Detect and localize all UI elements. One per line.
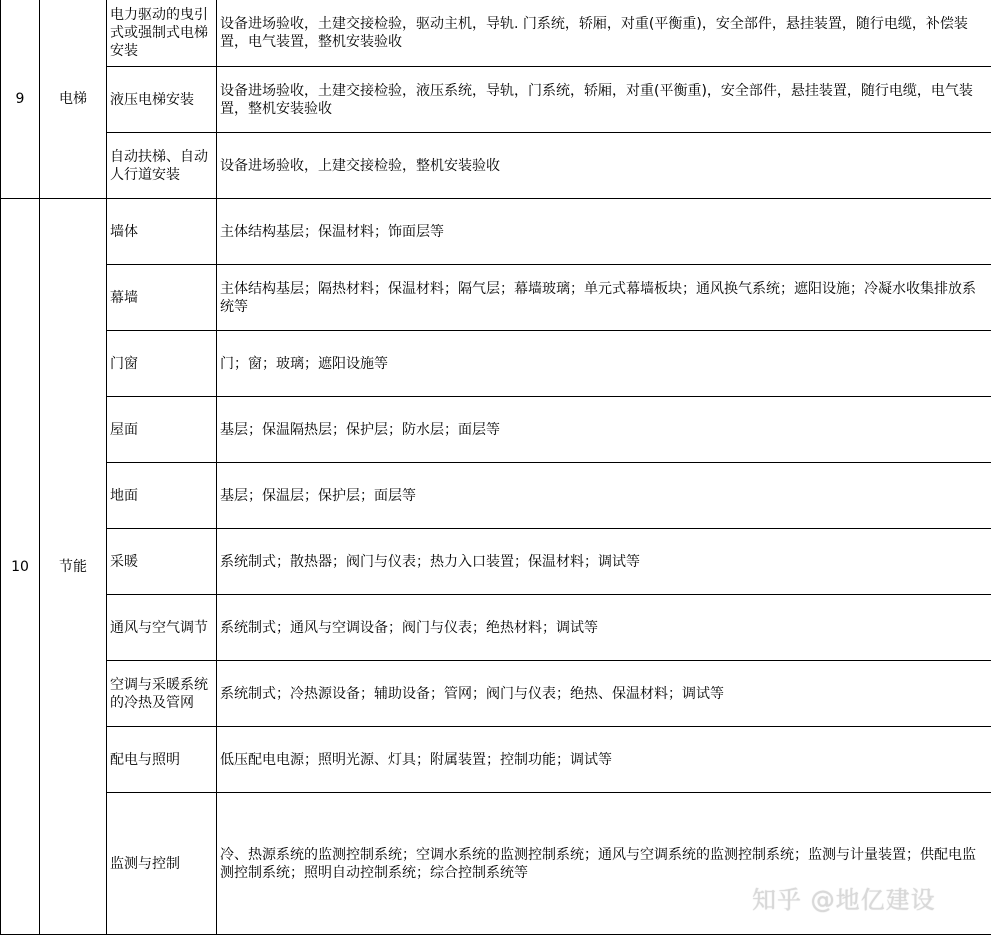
sub-item-name: 电力驱动的曳引式或强制式电梯安装 xyxy=(107,0,217,67)
sub-item-detail: 基层；保温隔热层；保护层；防水层；面层等 xyxy=(217,397,991,463)
watermark: 知乎 @地亿建设 xyxy=(752,886,936,914)
table-row xyxy=(1,265,991,331)
sub-item-name: 幕墙 xyxy=(107,265,217,331)
table-row xyxy=(1,67,991,133)
table-row xyxy=(1,727,991,793)
sub-item-name: 配电与照明 xyxy=(107,727,217,793)
table-row xyxy=(1,199,991,265)
table-row xyxy=(1,463,991,529)
sub-item-name: 监测与控制 xyxy=(107,793,217,935)
sub-item-name: 墙体 xyxy=(107,199,217,265)
sub-item-detail: 系统制式；散热器；阀门与仪表；热力入口装置；保温材料；调试等 xyxy=(217,529,991,595)
sub-item-detail: 设备进场验收，土建交接检验，驱动主机，导轨. 门系统，轿厢，对重(平衡重)，安全部件，悬挂装置，随行电缆，补偿装置，电气装置，整机安装验收 xyxy=(217,0,991,67)
sub-item-name: 液压电梯安装 xyxy=(107,67,217,133)
group-name: 节能 xyxy=(40,199,107,935)
sub-item-detail: 门；窗；玻璃；遮阳设施等 xyxy=(217,331,991,397)
sub-item-name: 门窗 xyxy=(107,331,217,397)
table-row xyxy=(1,0,991,67)
sub-item-name: 地面 xyxy=(107,463,217,529)
table-row xyxy=(1,331,991,397)
sub-item-detail: 系统制式；冷热源设备；辅助设备；管网；阀门与仪表；绝热、保温材料；调试等 xyxy=(217,661,991,727)
sub-item-detail: 设备进场验收，土建交接检验，液压系统，导轨，门系统，轿厢，对重(平衡重)，安全部件，悬挂装置，随行电缆，电气装置，整机安装验收 xyxy=(217,67,991,133)
group-name: 电梯 xyxy=(40,0,107,199)
table-row xyxy=(1,133,991,199)
group-number: 9 xyxy=(1,0,40,199)
sub-item-detail: 冷、热源系统的监测控制系统；空调水系统的监测控制系统；通风与空调系统的监测控制系统；监测与计量装置；供配电监测控制系统；照明自动控制系统；综合控制系统等 xyxy=(217,793,991,935)
sub-item-name: 自动扶梯、自动人行道安装 xyxy=(107,133,217,199)
sub-item-name: 采暖 xyxy=(107,529,217,595)
sub-item-detail: 系统制式；通风与空调设备；阀门与仪表；绝热材料；调试等 xyxy=(217,595,991,661)
sub-item-detail: 设备进场验收，上建交接检验，整机安装验收 xyxy=(217,133,991,199)
table-row xyxy=(1,529,991,595)
table-row xyxy=(1,595,991,661)
sub-item-detail: 主体结构基层；隔热材料；保温材料；隔气层；幕墙玻璃；单元式幕墙板块；通风换气系统；遮阳设施；冷凝水收集排放系统等 xyxy=(217,265,991,331)
sub-item-detail: 基层；保温层；保护层；面层等 xyxy=(217,463,991,529)
sub-item-name: 屋面 xyxy=(107,397,217,463)
sub-item-detail: 低压配电电源；照明光源、灯具；附属装置；控制功能；调试等 xyxy=(217,727,991,793)
table-row xyxy=(1,397,991,463)
group-number: 10 xyxy=(1,199,40,935)
sub-item-name: 通风与空气调节 xyxy=(107,595,217,661)
table-row xyxy=(1,661,991,727)
sub-item-detail: 主体结构基层；保温材料；饰面层等 xyxy=(217,199,991,265)
sub-item-name: 空调与采暖系统的冷热及管网 xyxy=(107,661,217,727)
